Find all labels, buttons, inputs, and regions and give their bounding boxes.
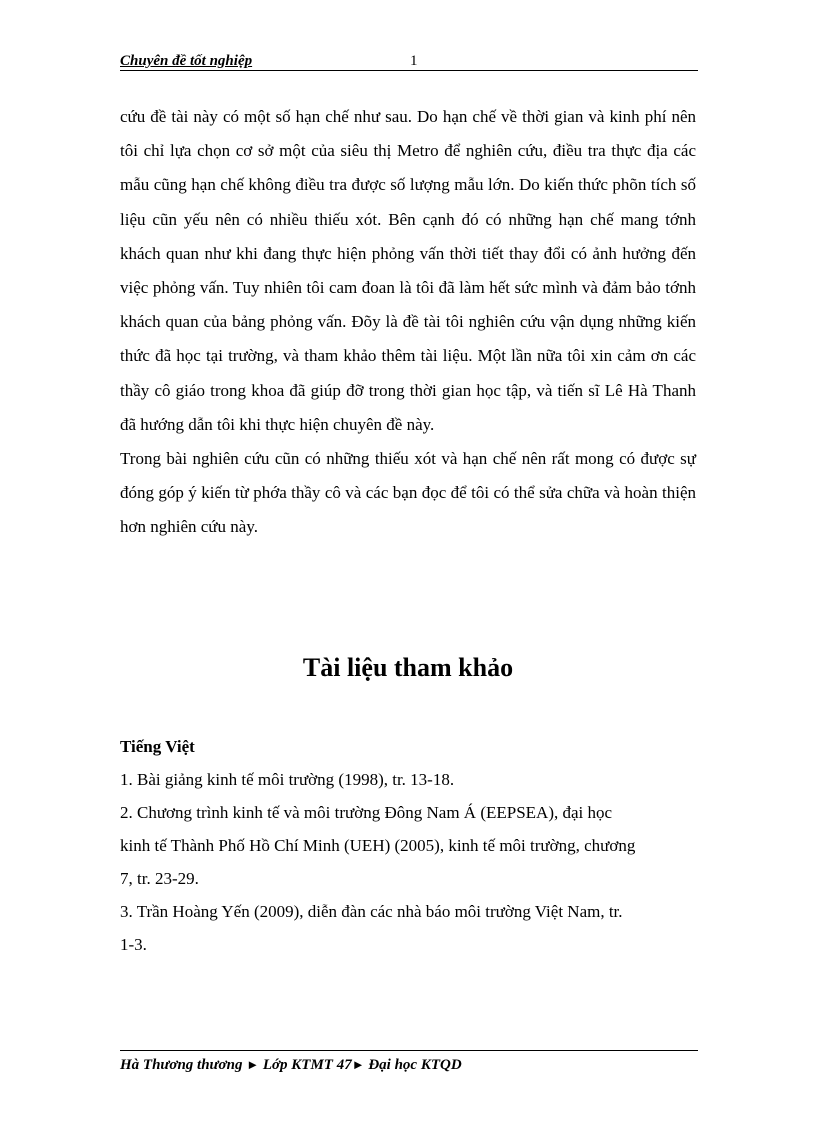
body-paragraph-2: Trong bài nghiên cứu cũn có những thiếu xót và hạn chế nên rất mong có được sự đóng góp ý kiến từ phớa thầy cô và các bạn đọc để tôi có thể sửa chữa và hoàn thiện hơn nghiên cứu này. xyxy=(120,449,696,537)
page-header xyxy=(120,52,698,71)
references-title: Tài liệu tham khảo xyxy=(302,653,514,682)
body-paragraph-1: cứu đề tài này có một số hạn chế như sau. Do hạn chế về thời gian và kinh phí nên tôi chỉ lựa chọn cơ sở một của siêu thị Metro để nghiên cứu, điều tra thực địa các mẫu cũng hạn chế không điều tra được số lượng mẫu lớn. Do kiến thức phõn tích số liệu cũn yếu nên có nhiều thiếu xót. Bên cạnh đó có những hạn chế mang tớnh khách quan như khi đang thực hiện phỏng vấn thời tiết thay đổi có ảnh hưởng đến việc phỏng vấn. Tuy nhiên tôi cam đoan là tôi đã làm hết sức mình và đảm bảo tớnh khách quan của bảng phỏng vấn. Đõy là đề tài tôi nghiên cứu vận dụng những kiến thức đã học tại trường, và tham khảo thêm tài liệu. Một lần nữa tôi xin cảm ơn các thầy cô giáo trong khoa đã giúp đỡ trong thời gian học tập, và tiến sĩ Lê Hà Thanh đã hướng dẫn tôi khi thực hiện chuyên đề này. xyxy=(120,107,696,434)
reference-2-line-2: kinh tế Thành Phố Hồ Chí Minh (UEH) (2005), kinh tế môi trường, chương xyxy=(120,836,636,855)
reference-2-line-3: 7, tr. 23-29. xyxy=(120,869,199,888)
reference-3-line-2: 1-3. xyxy=(120,935,147,954)
reference-3-line-1: 3. Trần Hoàng Yến (2009), diễn đàn các nhà báo môi trường Việt Nam, tr. xyxy=(120,902,623,921)
right-triangle-icon: ► xyxy=(246,1057,260,1072)
references-list xyxy=(120,730,696,961)
reference-1-line-1: 1. Bài giảng kinh tế môi trường (1998), tr. 13-18. xyxy=(120,770,455,789)
header-title: Chuyên đề tốt nghiệp xyxy=(120,53,253,69)
footer-author: Hà Thương thương xyxy=(120,1057,243,1073)
references-subheading: Tiếng Việt xyxy=(120,737,195,756)
reference-2-line-1: 2. Chương trình kinh tế và môi trường Đông Nam Á (EEPSEA), đại học xyxy=(120,803,613,822)
body-text xyxy=(120,100,696,545)
page-number: 1 xyxy=(410,53,418,69)
page-footer xyxy=(120,1050,698,1075)
right-triangle-icon: ► xyxy=(351,1057,365,1072)
footer-class: Lớp KTMT 47 xyxy=(262,1057,352,1073)
footer-university: Đại học KTQD xyxy=(368,1057,462,1073)
